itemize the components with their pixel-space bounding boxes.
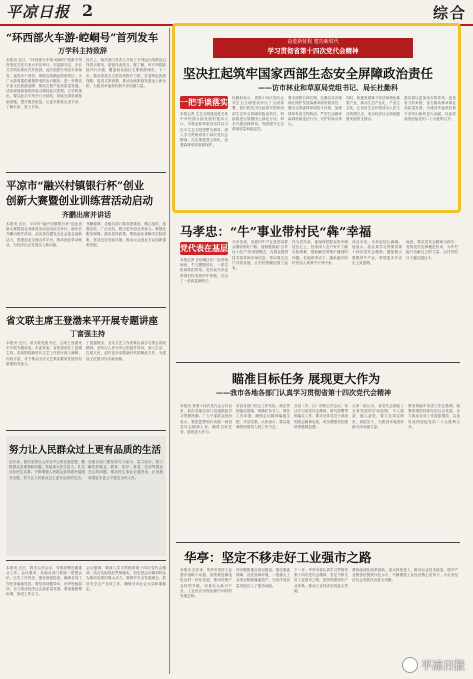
fraud-headline[interactable]: 努力让人民群众过上更有品质的生活 <box>9 445 162 456</box>
featured-body-col4: 同时，积极发展林下经济和特色林果产业，推动生态产业化、产业生态化，让良好生态环境成为人民生活的增长点，成为经济社会持续健康发展的支撑点。 <box>346 96 400 121</box>
featured-body-col1: 本报记者 生态文明建设是关系中华民族永续发展的根本大计。市林业和草原局坚持以习近平生态文明思想为指导，深入学习贯彻省第十四次党代会精神，扎实推进国土绿化，加强森林草原资源保护。 <box>180 112 228 148</box>
tourism-body-col1: 本报讯 近日，“环西部火车游·崆峒号”旅游专列首发仪式在平凉火车站举行。市委副书记、市长万学科出席仪式并致辞。此次旅游专列由平凉始发，途经多个省份，串联沿线精品旅游景区，为广大游客提供便捷舒适的出行服务，进一步擦亮平凉文化旅游品牌，推动文旅产业高质量发展。活动现场游客纷纷表示期待此次旅程。万学科指出，要以此次专列开行为契机，持续完善旅游基础设施，提升服务质量，让更多游客走进平凉、了解平凉、爱上平凉。 <box>6 58 82 109</box>
targets-headline[interactable]: 瞄准目标任务 展现更大作为 <box>232 372 381 386</box>
targets-body-col3: 各县（市、区）纷纷召开会议，传达学习省党代会精神，研究部署贯彻落实工作，要求全体党员干部深刻领会精神实质，切实增强责任感使命感紧迫感。 <box>294 404 348 429</box>
targets-body-col4: 大家一致认为，省党代会描绘了全省发展的宏伟蓝图，令人振奋、催人奋进，要立足岗位职责，真抓实干，为建设幸福美好新平凉贡献力量。 <box>352 404 404 429</box>
wechat-logo-icon <box>402 657 418 673</box>
featured-body-col3: 要全面推行林长制，压紧压实各级林长保护发展森林草原资源责任，健全完善森林草原防火体系，加强林草有害生物防治，严厉打击破坏森林资源违法行为，守护好绿水青山。 <box>288 96 342 127</box>
literature-body-col2: 丁富强指出，全市文艺工作者要认真学习领会讲座精神，坚持以人民为中心的创作导向，深入生活、扎根人民，创作更多讴歌新时代的精品力作，为建设文化强市作出新贡献。 <box>86 341 166 361</box>
majiang-headline[interactable]: 马孝忠：“牛”事业带村民“犇”幸福 <box>180 224 372 239</box>
majiang-body-col5: 他说，要以党代会精神为指引，发挥党员先锋模范作用，为乡村振兴贡献自己的力量，让村民的日子越过越红火。 <box>406 240 458 260</box>
featured-headline[interactable]: 坚决扛起筑牢国家西部生态安全屏障政治责任 <box>183 66 434 81</box>
literature-body-col1: 本报讯 近日，省文联党组书记、主席王登渤来平开展专题讲座。市委常委、宣传部部长丁富强主持。讲座围绕新时代文艺工作进行深入阐释，内容丰富，对于推动全市文艺事业繁荣发展具有重要指导意义。 <box>6 341 82 366</box>
featured-subtitle: ——访市林业和草原局党组书记、局长杜勤科 <box>258 83 398 92</box>
page-number: 2 <box>82 1 94 20</box>
banner-line-2: 学习贯彻省第十四次党代会精神 <box>267 47 359 55</box>
targets-body-col1: 本报讯 省第十四次党代会召开以来，我市各地各部门迅速掀起学习贯彻热潮，广大干部群众纷纷表示，要把思想和行动统一到省党代会精神上来，瞄准目标任务，展现更大作为。 <box>180 404 232 435</box>
featured-banner <box>213 38 413 58</box>
featured-body-col5: 我们将以更加务实的作风、更加有力的举措，奋力推动林草事业高质量发展，为建设幸福美好新平凉作出新的更大贡献，以优异成绩迎接党的二十大胜利召开。 <box>404 96 456 121</box>
majiang-body-col1: 本报记者 在崆峒区的一处养殖场里，牛儿膘肥体壮，一派生机勃勃的景象。党代表马孝忠带领村民发展肉牛养殖，走出了一条致富新路子。 <box>180 258 228 283</box>
wechat-watermark <box>402 657 465 673</box>
venture-body-col1: 本报讯 近日，平凉市“融兴村镇银行杯”创业创新大赛暨创业训练营活动启动仪式举行。副市长齐鹏出席并讲话。活动旨在激发全社会创业创新活力，搭建创业交流合作平台，推动创业带动就业，为经济社会发展注入新动能。 <box>6 222 82 247</box>
bottom-left-body-col1: 本报讯 近日，我市召开会议，安排部署近期重点工作。会议要求，各地各部门要统一思想认识，压实工作责任，强化督促检查，确保各项工作任务落地见效。要坚持问题导向，补齐短板弱项，全力推动经济社会高质量发展。要加强统筹协调，形成工作合力。 <box>6 566 82 597</box>
majiang-body-col2: 马孝忠说，发展肉牛产业是带动群众增收的好门路。他积极探索“合作社+农户”的发展模式，为群众提供技术指导和市场信息，带动周边农户共同发展，让村民的腰包鼓了起来。 <box>232 240 288 271</box>
majiang-body-col3: 作为党代表，他始终把群众的冷暖放在心上，经常深入农户家中了解实际困难，帮助解决养殖中遇到的问题。在他的带动下，越来越多的村民加入到养牛行列中来。 <box>292 240 348 265</box>
huating-body-col4: 要持续深化改革创新，加大科技投入，推动企业技术改造，提升产业链供应链现代化水平，不断增强工业经济核心竞争力，为全市经济社会发展作出更大贡献。 <box>352 568 458 583</box>
tourism-subtitle: 万学科主持致辞 <box>58 46 107 55</box>
huating-headline[interactable]: 华亭：坚定不移走好工业强市之路 <box>184 550 372 565</box>
literature-headline[interactable]: 省文联主席王登渤来平开展专题讲座 <box>6 316 159 327</box>
huating-body-col3: 下一步，华亭市将认真学习贯彻省第十四次党代会精神，坚定不移走好工业强市之路，加快构建现代产业体系，推动工业经济实现更大突破。 <box>294 568 348 593</box>
majiang-column-tag: 党代表在基层 <box>180 244 228 253</box>
newspaper-logo: 平凉日报 <box>6 3 71 21</box>
majiang-body-col4: 谈及未来，马孝忠信心满满。他表示，将认真学习贯彻省第十四次党代会精神，继续做大做强肉牛产业，带领更多乡亲走上致富路。 <box>352 240 402 265</box>
fraud-body-col2: 各级各部门要坚持尽力而为、量力而行，着力解决好就业、教育、医疗、养老、住房等群众关心的问题，推动民生事业全面进步，让发展成果更多更公平惠及全体人民。 <box>88 460 163 480</box>
targets-body-col5: 要坚持稳中求进工作总基调，统筹疫情防控和经济社会发展，全力推动各项工作提质增效，以优异成绩迎接党的二十大胜利召开。 <box>408 404 460 429</box>
section-label: 综合 <box>432 4 467 22</box>
featured-column-tag: 一把手谈落实 <box>180 98 228 107</box>
banner-line-1: 奋进新征程 建功新时代 <box>287 39 339 45</box>
fraud-body-col1: 近年来，我市坚持以人民为中心的发展思想，聚焦群众急难愁盼问题，持续加大民生投入，扎实办好民生实事，不断增强人民群众获得感幸福感安全感，努力让人民群众过上更有品质的生活。 <box>9 460 85 480</box>
featured-body-col2: 杜勤科表示，省第十四次党代会对生态文明建设作出了全面部署，我们将坚决扛起筑牢国家西部生态安全屏障的政治责任，持续推进大规模国土绿化行动，科学开展造林种草，巩固提升生态系统质量和稳定性。 <box>232 96 284 132</box>
tourism-body-col2: 仪式上，相关部门负责人介绍了专列运行线路及沿线景点情况，游客代表发言。据了解，该专列将陆续开行多趟，覆盖西北地区主要旅游城市。下一步，我市将加大文旅宣传推介力度，打造特色旅游线路，促进文旅消费，推动全域旅游发展迈上新台阶，为建设幸福美好新平凉贡献力量。 <box>86 58 166 89</box>
literature-subtitle: 丁富强主持 <box>70 329 105 338</box>
targets-body-col2: 市直各部门结合工作实际，制定贯彻落实措施，明确任务分工，细化工作举措，确保会议精神落地生根、开花结果。大家表示，要以饱满的热情投入到工作中去。 <box>236 404 290 429</box>
huating-body-col1: 本报讯 近年来，华亭市坚持工业强市战略不动摇，加快推进煤电化冶材一体化发展，推动传统产业转型升级，培育壮大新兴产业，工业经济呈现出稳中向好的发展态势。 <box>180 568 232 599</box>
targets-subtitle: ——我市各地各部门认真学习贯彻省第十四次党代会精神 <box>216 388 391 397</box>
venture-body-col2: 齐鹏强调，各级各部门要高度重视，精心组织，加强宣传，广泛动员，吸引更多创业者参与。要强化服务保障，落实扶持政策，帮助创业者解决实际困难，营造良好创业环境，推动大众创业万众创新蓬勃发展。 <box>86 222 166 247</box>
huating-body-col2: 该市聚焦重点项目建设，强化要素保障，优化营商环境，一批重大工业项目相继落地投产，为经济高质量发展注入了强劲动能。 <box>236 568 290 588</box>
venture-headline-1[interactable]: 平凉市“融兴村镇银行杯”创业 <box>6 180 145 192</box>
bottom-left-body-col2: 会议强调，要深入学习贯彻省第十四次党代会精神，结合实际抓好贯彻落实，切实把会议精神转化为推动发展的强大动力。要树牢安全发展理念，抓好安全生产各项工作，确保全市社会大局和谐稳定。 <box>86 566 166 591</box>
venture-subtitle: 齐鹏出席并讲话 <box>62 210 111 219</box>
tourism-headline[interactable]: “环西部火车游·崆峒号”首列发车 <box>6 32 159 44</box>
venture-headline-2[interactable]: 创新大赛暨创业训练营活动启动 <box>6 195 153 207</box>
watermark-text: 平凉日报 <box>421 659 465 672</box>
